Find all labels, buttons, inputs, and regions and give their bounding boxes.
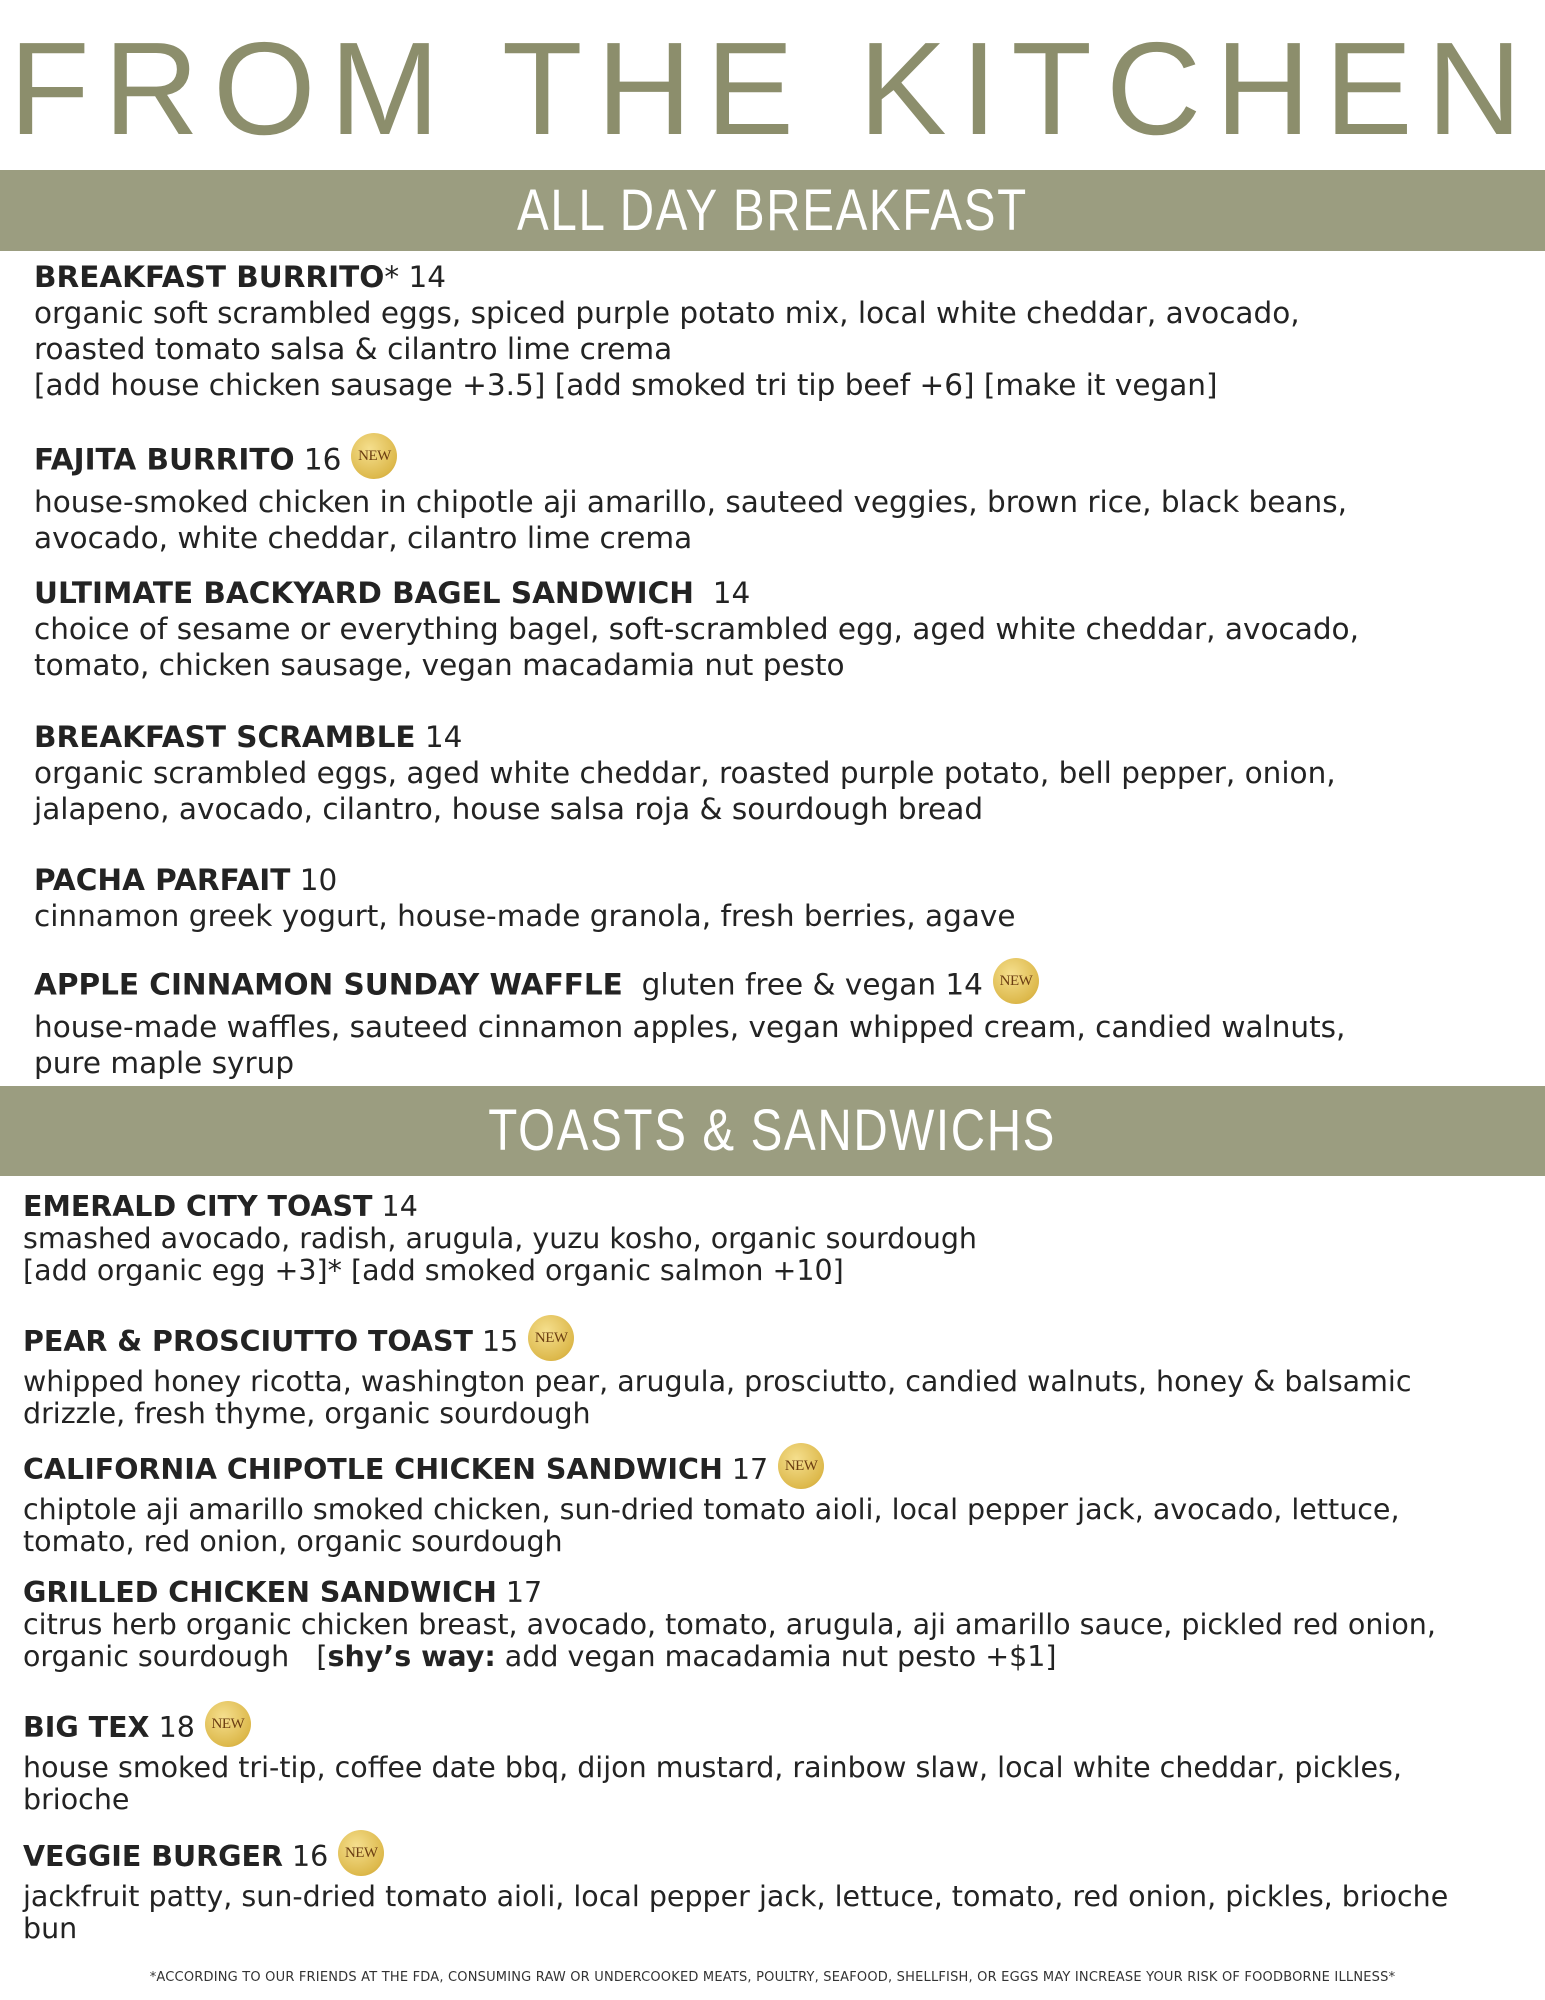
new-badge-icon: NEW (338, 1830, 384, 1876)
item-name: BREAKFAST BURRITO (34, 260, 385, 294)
item-heading (23, 1577, 1523, 1609)
item-description: house-smoked chicken in chipotle aji amarillo, sauteed veggies, brown rice, black beans, (34, 485, 1347, 519)
item-description: pure maple syrup (34, 1046, 295, 1080)
item-note-text: add vegan macadamia nut pesto +$1] (495, 1640, 1057, 1673)
item-heading (34, 719, 1524, 755)
item-name: APPLE CINNAMON SUNDAY WAFFLE (34, 967, 623, 1002)
menu-item-sunday-waffle (34, 963, 1524, 1081)
new-badge-icon: NEW (351, 433, 397, 479)
item-heading (34, 438, 1524, 484)
item-description-text: organic sourdough [ (23, 1640, 328, 1673)
item-description: choice of sesame or everything bagel, soft-scrambled egg, aged white cheddar, avocado, (34, 612, 1359, 646)
item-heading (23, 1191, 1523, 1223)
item-description: avocado, white cheddar, cilantro lime crema (34, 521, 693, 555)
item-price: 17 (496, 1576, 543, 1609)
section-title: ALL DAY BREAKFAST (517, 178, 1028, 243)
item-description: drizzle, fresh thyme, organic sourdough (23, 1397, 591, 1430)
menu-item-fajita-burrito (34, 438, 1524, 556)
item-name: GRILLED CHICKEN SANDWICH (23, 1576, 497, 1609)
item-heading (34, 575, 1524, 611)
fda-disclaimer: *ACCORDING TO OUR FRIENDS AT THE FDA, CONSUMING RAW OR UNDERCOOKED MEATS, POULTRY, SEAFOOD, SHELLFISH, OR EGGS MAY INCREASE YOUR RISK OF FOODBORNE ILLNESS* (149, 1970, 1396, 1985)
item-description: citrus herb organic chicken breast, avocado, tomato, arugula, aji amarillo sauce, pickled red onion, (23, 1608, 1436, 1641)
item-name: PACHA PARFAIT (34, 863, 291, 897)
item-heading (23, 1835, 1523, 1881)
menu-item-breakfast-scramble (34, 719, 1524, 827)
item-description: cinnamon greek yogurt, house-made granola, fresh berries, agave (34, 899, 1016, 933)
item-description: organic scrambled eggs, aged white cheddar, roasted purple potato, bell pepper, onion, (34, 756, 1336, 790)
page-title: FROM THE KITCHEN (9, 15, 1536, 162)
item-description: tomato, red onion, organic sourdough (23, 1525, 563, 1558)
item-price: 10 (290, 863, 338, 897)
item-heading (23, 1706, 1523, 1752)
item-price: 14 (372, 1190, 418, 1223)
new-badge-icon: NEW (528, 1315, 574, 1361)
item-price: 14 (693, 576, 751, 610)
item-price: 18 (149, 1711, 195, 1744)
menu-item-emerald-city-toast (23, 1191, 1523, 1287)
menu-item-big-tex (23, 1706, 1523, 1816)
item-note-label: shy’s way: (327, 1640, 496, 1673)
section-header-toasts (0, 1086, 1545, 1176)
section-header-breakfast (0, 170, 1545, 251)
item-description: whipped honey ricotta, washington pear, arugula, prosciutto, candied walnuts, honey & balsamic (23, 1365, 1412, 1398)
item-description: tomato, chicken sausage, vegan macadamia nut pesto (34, 648, 845, 682)
item-name: PEAR & PROSCIUTTO TOAST (23, 1325, 473, 1358)
item-price: 16 (294, 442, 342, 477)
item-heading (23, 1320, 1523, 1366)
item-price: * 14 (384, 260, 446, 294)
item-name: CALIFORNIA CHIPOTLE CHICKEN SANDWICH (23, 1453, 723, 1486)
item-description: organic soft scrambled eggs, spiced purple potato mix, local white cheddar, avocado, (34, 296, 1300, 330)
item-name: BIG TEX (23, 1711, 150, 1744)
item-name: FAJITA BURRITO (34, 442, 295, 477)
menu-item-pear-prosciutto-toast (23, 1320, 1523, 1430)
menu-item-grilled-chicken-sandwich (23, 1577, 1523, 1673)
item-price: gluten free & vegan 14 (622, 967, 983, 1002)
new-badge-icon: NEW (993, 958, 1039, 1004)
item-name: BREAKFAST SCRAMBLE (34, 720, 416, 754)
item-description: smashed avocado, radish, arugula, yuzu kosho, organic sourdough (23, 1222, 977, 1255)
item-description: jalapeno, avocado, cilantro, house salsa roja & sourdough bread (34, 792, 984, 826)
item-description: chiptole aji amarillo smoked chicken, sun-dried tomato aioli, local pepper jack, avocado, lettuce, (23, 1493, 1400, 1526)
menu-item-pacha-parfait (34, 862, 1524, 934)
item-heading (23, 1448, 1523, 1494)
new-badge-icon: NEW (778, 1443, 824, 1489)
item-description (23, 1641, 1523, 1673)
item-price: 16 (282, 1840, 329, 1873)
new-badge-icon: NEW (205, 1701, 251, 1747)
item-heading (34, 259, 1524, 295)
item-description: house smoked tri-tip, coffee date bbq, dijon mustard, rainbow slaw, local white cheddar, pickles, (23, 1751, 1402, 1784)
item-description: bun (23, 1912, 78, 1945)
item-name: ULTIMATE BACKYARD BAGEL SANDWICH (34, 576, 694, 610)
item-description: jackfruit patty, sun-dried tomato aioli, local pepper jack, lettuce, tomato, red onion, pickles, brioche (23, 1880, 1449, 1913)
item-description: brioche (23, 1783, 130, 1816)
item-addons: [add organic egg +3]* [add smoked organic salmon +10] (23, 1254, 844, 1287)
item-price: 17 (722, 1453, 769, 1486)
menu-item-veggie-burger (23, 1835, 1523, 1945)
item-heading (34, 862, 1524, 898)
item-addons: [add house chicken sausage +3.5] [add smoked tri tip beef +6] [make it vegan] (34, 368, 1218, 402)
menu-item-bagel-sandwich (34, 575, 1524, 683)
menu-item-chipotle-chicken-sandwich (23, 1448, 1523, 1558)
item-name: VEGGIE BURGER (23, 1840, 283, 1873)
item-price: 15 (472, 1325, 519, 1358)
section-title: TOASTS & SANDWICHS (488, 1098, 1057, 1163)
item-name: EMERALD CITY TOAST (23, 1190, 373, 1223)
item-heading (34, 963, 1524, 1009)
menu-item-breakfast-burrito (34, 259, 1524, 403)
item-price: 14 (415, 720, 463, 754)
item-description: house-made waffles, sauteed cinnamon apples, vegan whipped cream, candied walnuts, (34, 1010, 1346, 1044)
item-description: roasted tomato salsa & cilantro lime crema (34, 332, 673, 366)
